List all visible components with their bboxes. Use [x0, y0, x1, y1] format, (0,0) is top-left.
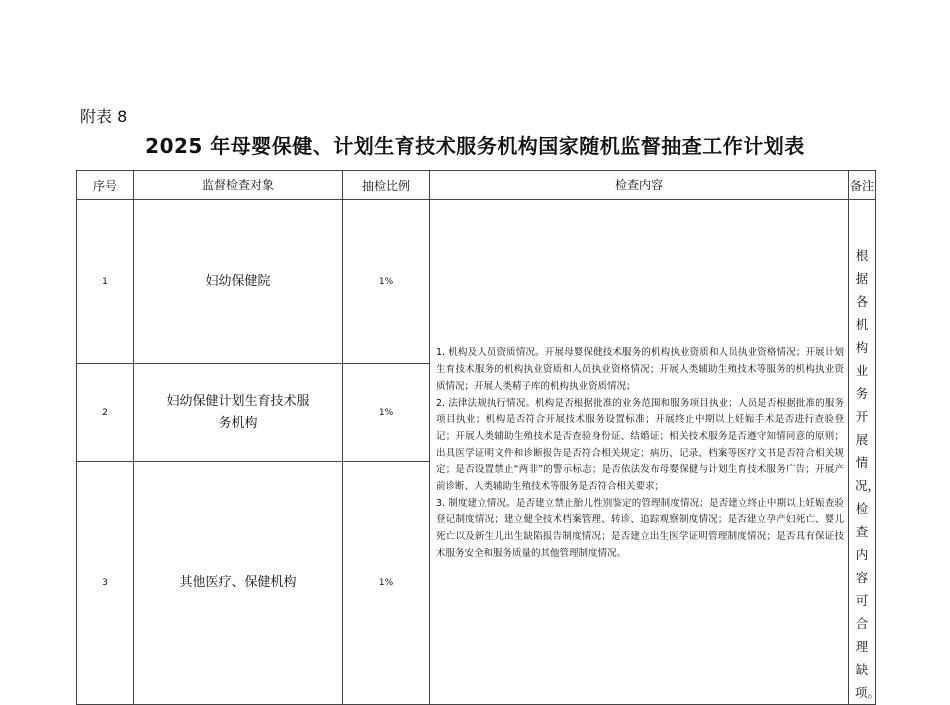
row-target: 妇幼保健院: [134, 200, 343, 364]
content-item: 3. 制度建立情况。是否建立禁止胎儿性别鉴定的管理制度情况；是否建立终止中期以上妊娠查验登记制度情况；建立健全技术档案管理、转诊、追踪观察制度情况；是否建立孕产妇死亡、婴儿死亡以及新生儿出生缺陷报告制度情况；是否建立出生医学证明管理制度情况；是否具有保证技术服务安全和服务质量的其他管理制度情况。: [436, 497, 844, 559]
note-cell: 根据各机构业务开展情况，检查内容可合理缺项。: [849, 200, 876, 705]
row-ratio: 1%: [343, 200, 430, 364]
appendix-label: 附表 8: [80, 107, 128, 126]
header-target: 监督检查对象: [134, 171, 343, 200]
header-content: 检查内容: [430, 171, 849, 200]
table-row: [77, 200, 876, 364]
inspection-plan-table: [76, 170, 881, 705]
row-number: 3: [77, 462, 134, 705]
row-target: 妇幼保健计划生育技术服务机构: [134, 364, 343, 462]
row-ratio: 1%: [343, 364, 430, 462]
content-item: 2. 法律法规执行情况。机构是否根据批准的业务范围和服务项目执业；人员是否根据批准的服务项目执业；机构是否符合开展技术服务设置标准；开展终止中期以上妊娠手术是否进行查验登记；开展人类辅助生殖技术是否查验身份证、结婚证；相关技术服务是否遵守知情同意的原则；出具医学证明文件和诊断报告是否符合相关规定；病历、记录、档案等医疗文书是否符合相关规定；是否设置禁止“两非”的警示标志；是否依法发布母婴保健与计划生育技术服务广告；开展产前诊断、人类辅助生殖技术等服务是否符合相关要求；: [436, 397, 844, 493]
inspection-content-cell: [430, 200, 849, 705]
row-ratio: 1%: [343, 462, 430, 705]
page-title: 2025 年母婴保健、计划生育技术服务机构国家随机监督抽查工作计划表: [145, 134, 805, 158]
header-number: 序号: [77, 171, 134, 200]
content-item: 1. 机构及人员资质情况。开展母婴保健技术服务的机构执业资质和人员执业资格情况；开展计划生育技术服务的机构执业资质和人员执业资格情况；开展人类辅助生殖技术等服务的机构执业资质情况；开展人类精子库的机构执业资质情况；: [436, 347, 844, 392]
row-number: 1: [77, 200, 134, 364]
row-number: 2: [77, 364, 134, 462]
header-ratio: 抽检比例: [343, 171, 430, 200]
row-target: 其他医疗、保健机构: [134, 462, 343, 705]
header-note: 备注: [849, 171, 876, 200]
table-header-row: [77, 171, 876, 200]
